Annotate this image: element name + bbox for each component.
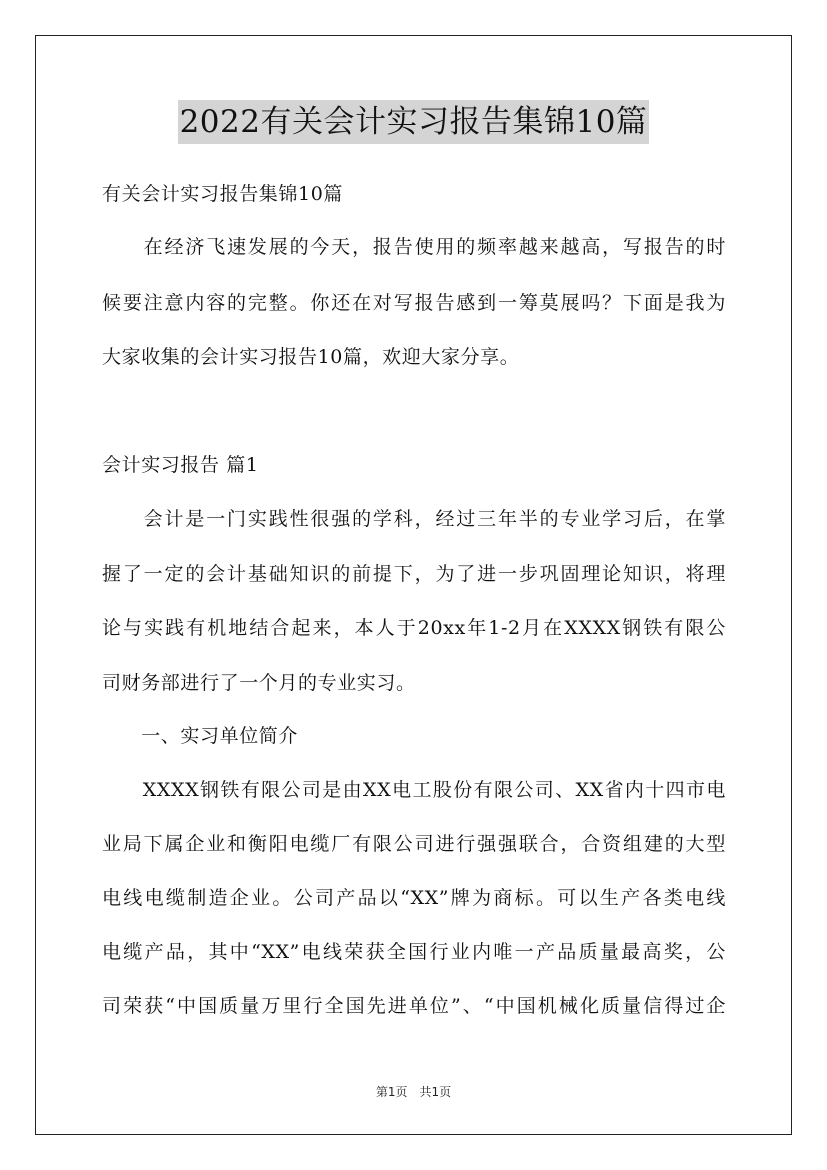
paragraph-line: 电线电缆制造企业。公司产品以“XX”牌为商标。可以生产各类电线 xyxy=(102,887,726,909)
paragraph-line: 司荣获“中国质量万里行全国先进单位”、“中国机械化质量信得过企 xyxy=(102,995,726,1017)
paragraph-line: 候要注意内容的完整。你还在对写报告感到一筹莫展吗？下面是我为 xyxy=(102,292,726,314)
paragraph-line: 电缆产品，其中“XX”电线荣获全国行业内唯一产品质量最高奖，公 xyxy=(102,941,726,963)
page-footer: 第1页 共1页 xyxy=(375,1085,452,1099)
paragraph-line: 握了一定的会计基础知识的前提下，为了进一步巩固理论知识，将理 xyxy=(102,563,726,585)
document-title xyxy=(0,100,827,144)
subsection-heading: 一、实习单位简介 xyxy=(102,725,299,747)
subtitle-line: 有关会计实习报告集锦10篇 xyxy=(102,183,343,205)
paragraph-line: 司财务部进行了一个月的专业实习。 xyxy=(102,672,416,694)
paragraph-line: 大家收集的会计实习报告10篇，欢迎大家分享。 xyxy=(102,346,520,368)
section-heading: 会计实习报告 篇1 xyxy=(102,454,259,476)
paragraph-line: 论与实践有机地结合起来，本人于20xx年1-2月在XXXX钢铁有限公 xyxy=(102,617,726,639)
document-title-text: 2022有关会计实习报告集锦10篇 xyxy=(178,100,650,144)
paragraph-line: 在经济飞速发展的今天，报告使用的频率越来越高，写报告的时 xyxy=(102,236,726,258)
paragraph-line: 业局下属企业和衡阳电缆厂有限公司进行强强联合，合资组建的大型 xyxy=(102,833,726,855)
paragraph-line: 会计是一门实践性很强的学科，经过三年半的专业学习后，在掌 xyxy=(102,508,726,530)
paragraph-line: XXXX钢铁有限公司是由XX电工股份有限公司、XX省内十四市电 xyxy=(102,779,726,801)
